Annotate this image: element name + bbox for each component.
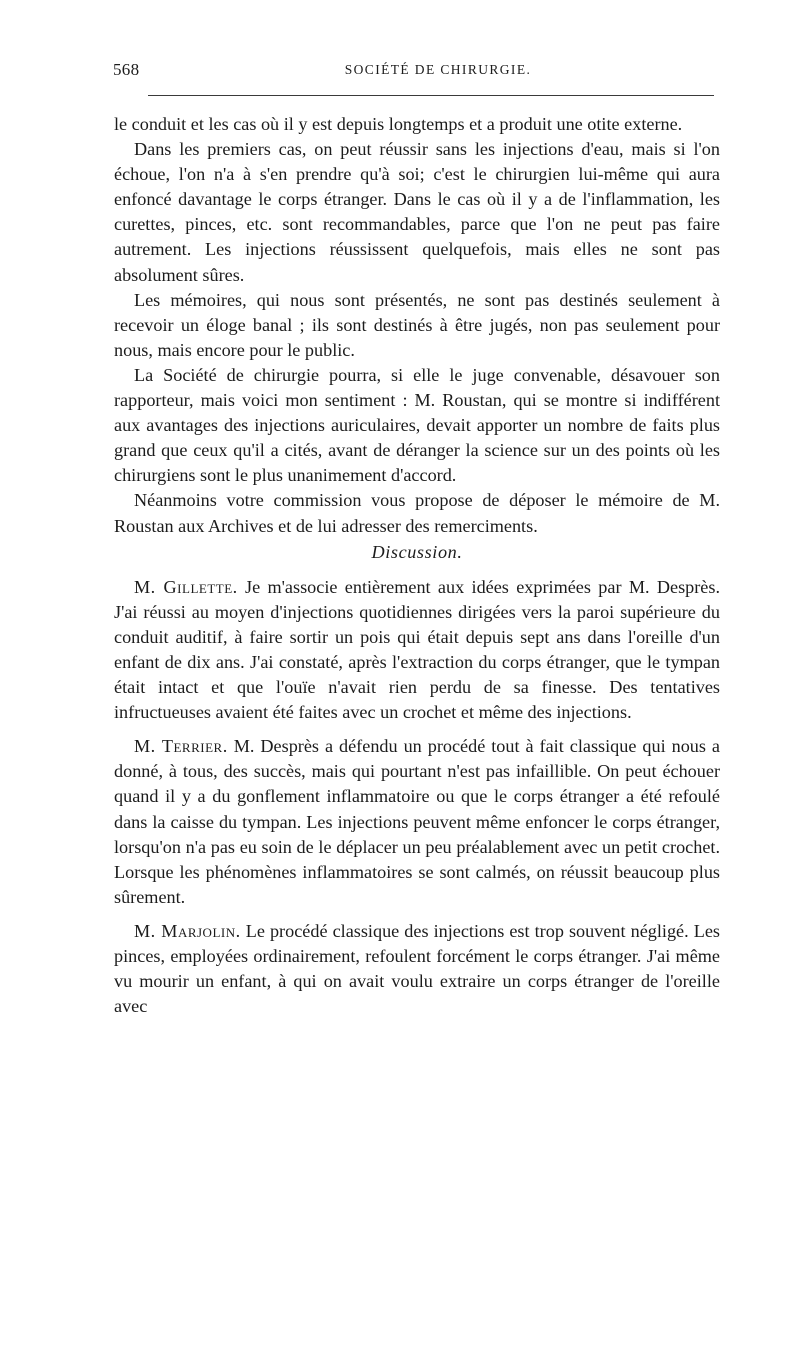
speaker-marjolin: M. Marjolin.	[134, 920, 241, 941]
page-header	[113, 60, 713, 86]
speaker-terrier: M. Terrier.	[134, 736, 228, 757]
text-terrier: M. Desprès a défendu un procédé tout à fait classique qui nous a donné, à tous, des succès, mais qui pourtant n'est pas infaillible. On peut échouer quand il y a du gonflement inflammatoire ou que le corps étranger a été refoulé dans la caisse du tympan. Les injections peuvent même enfoncer le corps étranger, lorsqu'on n'a pas eu soin de le déplacer un peu préalablement avec un petit crochet. Lorsque les phénomènes inflammatoires se sont calmés, on réussit beaucoup plus sûrement.	[114, 736, 721, 907]
discussion-heading: Discussion.	[371, 541, 463, 562]
paragraph-gillette	[114, 575, 720, 726]
paragraph-continued: le conduit et les cas où il y est depuis longtemps et a produit une otite externe.	[114, 114, 683, 134]
paragraph-societe: La Société de chirurgie pourra, si elle le juge convenable, désavouer son rapporteur, mais voici mon sentiment : M. Roustan, qui se montre si indifférent aux avantages des injections auriculaires, devait apporter un nombre de faits plus grand que ceux qu'il a cités, avant de déranger la science sur un des points où les chirurgiens sont le plus unanimement d'accord.	[114, 364, 720, 486]
paragraph-memoires: Les mémoires, qui nous sont présentés, ne sont pas destinés seulement à recevoir un éloge banal ; ils sont destinés à être jugés, non pas seulement pour nous, mais encore pour le public.	[114, 289, 720, 360]
speaker-gillette: M. Gillette.	[134, 576, 238, 597]
paragraph-marjolin	[114, 919, 720, 1019]
body-text	[114, 112, 720, 1019]
page-number: 568	[113, 60, 140, 79]
paragraph-first-cases: Dans les premiers cas, on peut réussir sans les injections d'eau, mais si l'on échoue, l'on n'a à s'en prendre qu'à soi; c'est le chirurgien lui-même qui aura enfoncé davantage le corps étranger. Dans le cas où il y a de l'inflammation, les curettes, pinces, etc. sont recommandables, parce que l'on ne peut pas faire autrement. Les injections réussissent quelquefois, mais elles ne sont pas absolument sûres.	[114, 139, 720, 285]
text-marjolin: Le procédé classique des injections est trop souvent négligé. Les pinces, employées ordinairement, refoulent forcément le corps étranger. J'ai même vu mourir un enfant, à qui on avait voulu extraire un corps étranger de l'oreille avec	[114, 920, 720, 1017]
paragraph-commission: Néanmoins votre commission vous propose de déposer le mémoire de M. Roustan aux Archives et de lui adresser des remerciments.	[114, 490, 720, 536]
text-gillette: Je m'associe entièrement aux idées exprimées par M. Desprès. J'ai réussi au moyen d'injections quotidiennes dirigées vers la paroi supérieure du conduit auditif, à faire sortir un pois qui était depuis sept ans dans l'oreille d'un enfant de dix ans. J'ai constaté, après l'extraction du corps étranger, que le tympan était intact et que l'ouïe n'avait rien perdu de sa finesse. Des tentatives infructueuses avaient été faites avec un crochet et même des injections.	[114, 576, 720, 723]
paragraph-terrier	[114, 734, 720, 910]
header-rule	[148, 95, 714, 96]
running-title: SOCIÉTÉ DE CHIRURGIE.	[344, 62, 532, 77]
